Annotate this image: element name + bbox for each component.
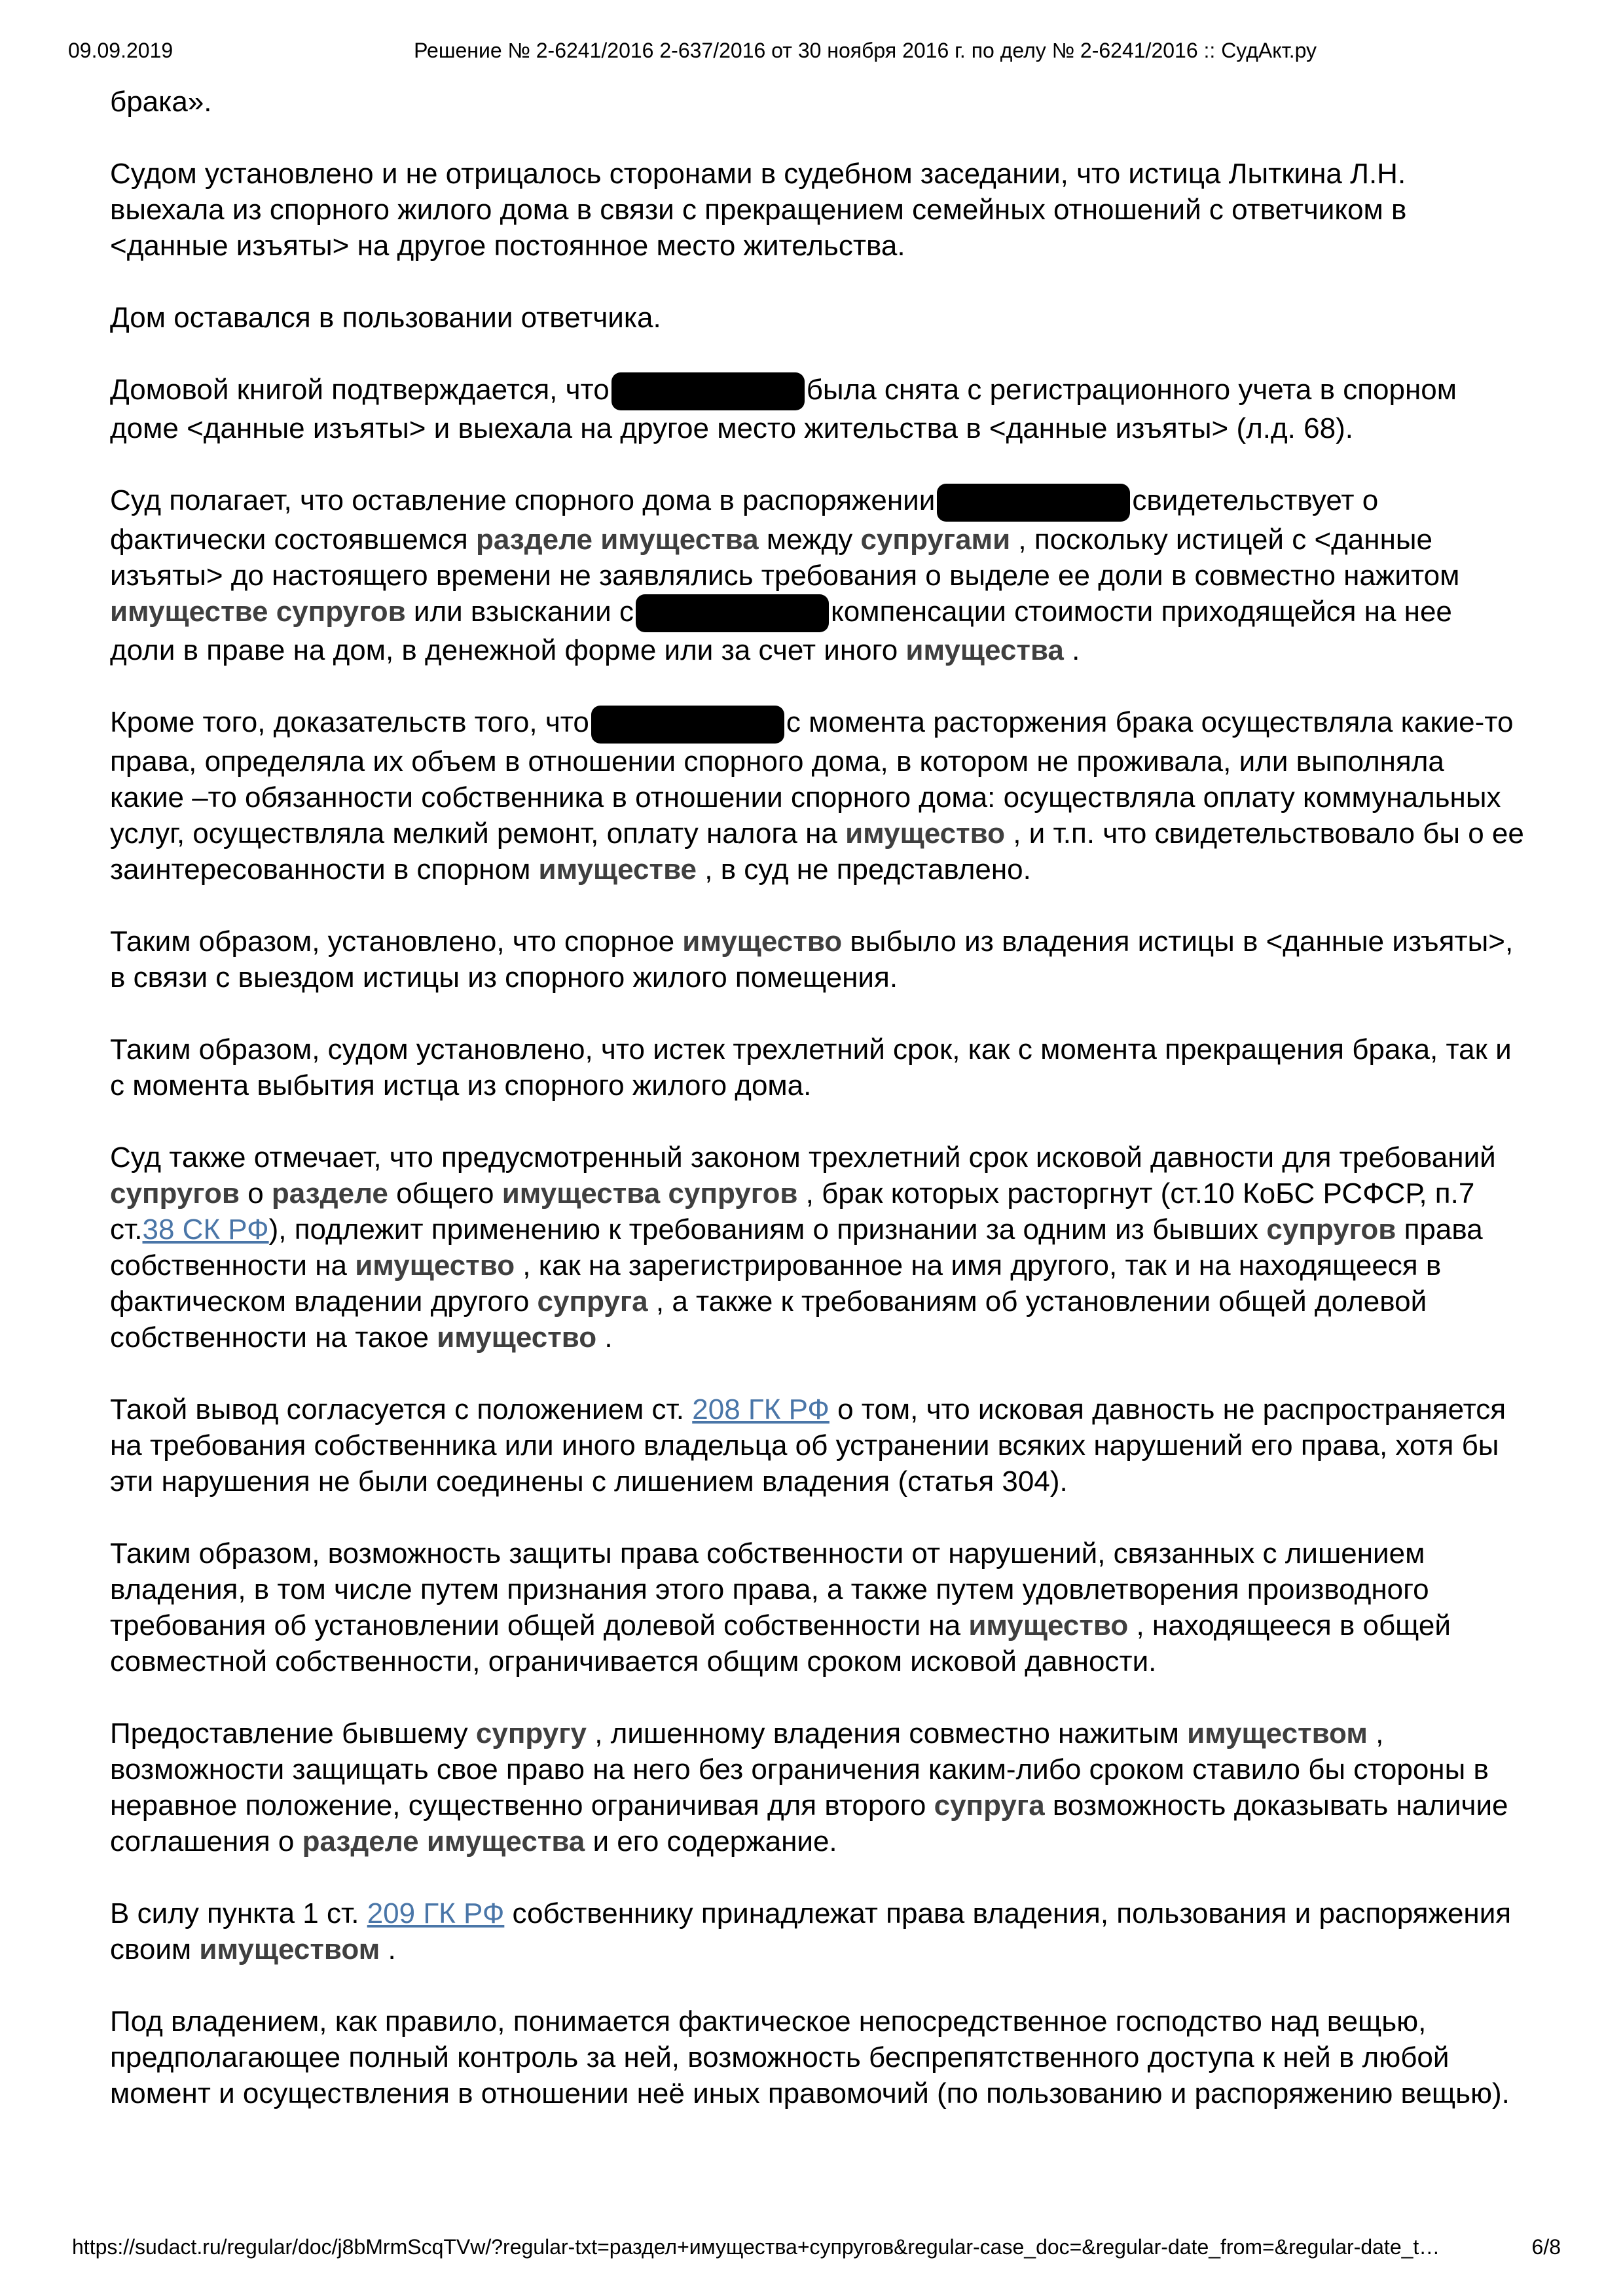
highlighted-term: супругов (110, 1177, 240, 1210)
paragraph: Таким образом, судом установлено, что истек трехлетний срок, как с момента прекращения брака, так и с момента выбытия истца из спорного жилого дома. (110, 1033, 1512, 1102)
print-header (68, 38, 1558, 63)
highlighted-term: имущество (845, 817, 1005, 850)
highlighted-term: имущество (968, 1609, 1129, 1641)
statute-link[interactable]: 38 СК РФ (142, 1213, 269, 1246)
highlighted-term: имуществом (1187, 1717, 1368, 1749)
highlighted-term: разделе имущества (302, 1825, 585, 1857)
redaction-box (611, 372, 805, 410)
highlighted-term: имущества супругов (501, 1177, 798, 1210)
statute-link[interactable]: 209 ГК РФ (367, 1897, 505, 1929)
highlighted-term: имущества (905, 634, 1064, 667)
highlighted-term: разделе (271, 1177, 388, 1210)
redaction-box (937, 484, 1130, 522)
highlighted-term: имуществе (538, 853, 697, 886)
highlighted-term: супругу (475, 1717, 587, 1749)
paragraph: Предоставление бывшему супругу , лишенному владения совместно нажитым имуществом , возможности защищать свое право на него без ограничения каким-либо сроком ставило бы стороны в неравное положение, существенно ограничивая для второго супруга возможность доказывать наличие соглашения о разделе имущества и его содержание. (110, 1717, 1508, 1857)
paragraph: Таким образом, установлено, что спорное имущество выбыло из владения истицы в <данные изъяты>, в связи с выездом истицы из спорного жилого помещения. (110, 925, 1514, 994)
paragraph: Дом оставался в пользовании ответчика. (110, 302, 661, 334)
highlighted-term: имущество (437, 1321, 597, 1354)
statute-link[interactable]: 208 ГК РФ (692, 1393, 830, 1426)
highlighted-term: имуществом (199, 1933, 380, 1965)
highlighted-term: супруга (537, 1285, 648, 1318)
paragraph: брака». (110, 86, 212, 118)
page-title: Решение № 2-6241/2016 2-637/2016 от 30 ноября 2016 г. по делу № 2-6241/2016 :: СудАкт.ру (414, 39, 1317, 62)
highlighted-term: супруга (934, 1789, 1045, 1821)
highlighted-term: разделе имущества (475, 523, 759, 556)
paragraph: Такой вывод согласуется с положением ст. 208 ГК РФ о том, что исковая давность не распространяется на требования собственника или иного владельца об устранении всяких нарушений его права, хотя бы эти нарушения не были соединены с лишением владения (статья 304). (110, 1393, 1506, 1498)
paragraph: Суд полагает, что оставление спорного дома в распоряжении свидетельствует о фактически состоявшемся разделе имущества между супругами , поскольку истицей с <данные изъяты> до настоящего времени не заявлялись требования о выделе ее доли в совместно нажитом имуществе супругов или взыскании с компенсации стоимости приходящейся на нее доли в праве на дом, в денежной форме или за счет иного имущества . (110, 484, 1460, 667)
paragraph: Домовой книгой подтверждается, что была снята с регистрационного учета в спорном доме <данные изъяты> и выехала на другое место жительства в <данные изъяты> (л.д. 68). (110, 374, 1457, 445)
paragraph: Кроме того, доказательств того, что с момента расторжения брака осуществляла какие-то права, определяла их объем в отношении спорного дома, в котором не проживала, или выполняла какие –то обязанности собственника в отношении спорного дома: осуществляла оплату коммунальных услуг, осуществляла мелкий ремонт, оплату налога на имущество , и т.п. что свидетельствовало бы о ее заинтересованности в спорном имуществе , в суд не представлено. (110, 706, 1524, 886)
source-url: https://sudact.ru/regular/doc/j8bMrmScqTVw/?regular-txt=раздел+имущества+супругов&regular-case_doc=&regular-date_from=&regular-date_t… (72, 2235, 1440, 2259)
redaction-box (591, 706, 784, 744)
paragraph: В силу пункта 1 ст. 209 ГК РФ собственнику принадлежат права владения, пользования и распоряжения своим имуществом . (110, 1897, 1512, 1965)
highlighted-term: имуществе супругов (110, 595, 406, 628)
paragraph: Под владением, как правило, понимается фактическое непосредственное господство над вещью, предполагающее полный контроль за ней, возможность беспрепятственного доступа к ней в любой момент и осуществления в отношении неё иных правомочий (по пользованию и распоряжению вещью). (110, 2005, 1510, 2109)
page-number: 6/8 (1531, 2235, 1561, 2259)
highlighted-term: имущество (682, 925, 843, 958)
print-footer (72, 2234, 1561, 2259)
highlighted-term: супругами (860, 523, 1011, 556)
print-date: 09.09.2019 (68, 39, 173, 62)
document-body (110, 84, 1524, 2147)
paragraph: Судом установлено и не отрицалось сторонами в судебном заседании, что истица Лыткина Л.Н. выехала из спорного жилого дома в связи с прекращением семейных отношений с ответчиком в <данные изъяты> на другое постоянное место жительства. (110, 158, 1407, 262)
redaction-box (636, 594, 829, 632)
highlighted-term: имущество (355, 1249, 515, 1282)
paragraph: Таким образом, возможность защиты права собственности от нарушений, связанных с лишением владения, в том числе путем признания этого права, а также путем удовлетворения производного требования об установлении общей долевой собственности на имущество , находящееся в общей совместной собственности, ограничивается общим сроком исковой давности. (110, 1537, 1451, 1677)
highlighted-term: супругов (1266, 1213, 1396, 1246)
paragraph: Суд также отмечает, что предусмотренный законом трехлетний срок исковой давности для требований супругов о разделе общего имущества супругов , брак которых расторгнут (ст.10 КоБС РСФСР, п.7 ст.38 СК РФ), подлежит применению к требованиям о признании за одним из бывших супругов права собственности на имущество , как на зарегистрированное на имя другого, так и на находящееся в фактическом владении другого супруга , а также к требованиям об установлении общей долевой собственности на такое имущество . (110, 1141, 1496, 1354)
